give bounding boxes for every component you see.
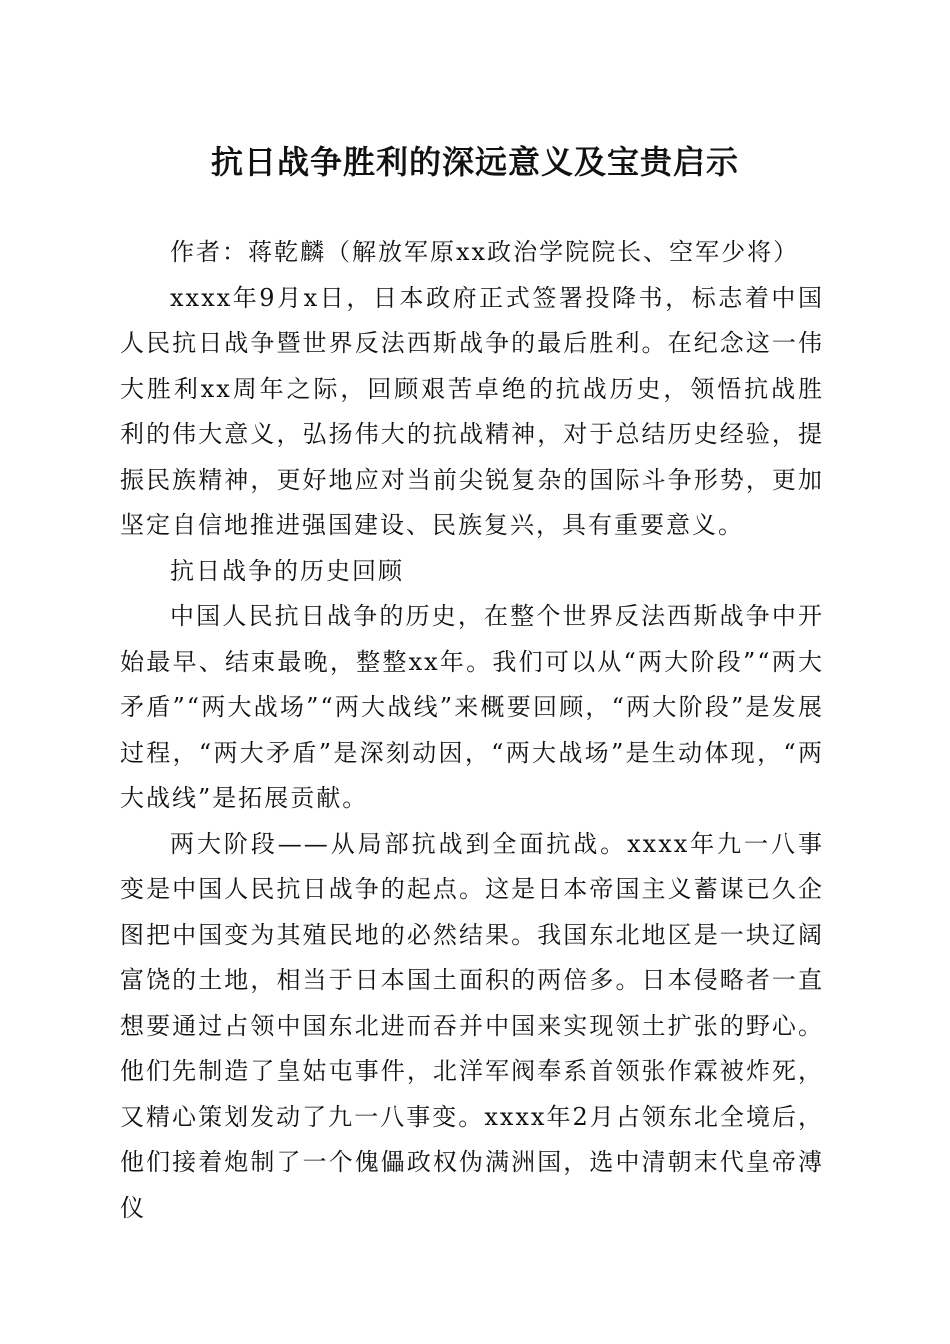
paragraph: 两大阶段——从局部抗战到全面抗战。xxxx年九一八事变是中国人民抗日战争的起点。这是日本帝国主义蓄谋已久企图把中国变为其殖民地的必然结果。我国东北地区是一块辽阔富饶的土地，相当于日本国土面积的两倍多。日本侵略者一直想要通过占领中国东北进而吞并中国来实现领土扩张的野心。他们先制造了皇姑屯事件，北洋军阀奉系首领张作霖被炸死，又精心策划发动了九一八事变。xxxx年2月占领东北全境后，他们接着炮制了一个傀儡政权伪满洲国，选中清朝末代皇帝溥仪 (120, 829, 824, 1222)
paragraph: 中国人民抗日战争的历史，在整个世界反法西斯战争中开始最早、结束最晚，整整xx年。我们可以从“两大阶段”“两大矛盾”“两大战场”“两大战线”来概要回顾，“两大阶段”是发展过程，“两大矛盾”是深刻动因，“两大战场”是生动体现，“两大战线”是拓展贡献。 (120, 602, 824, 812)
section-heading: 抗日战争的历史回顾 (170, 556, 404, 585)
document-body (120, 230, 824, 1231)
author-line: 作者：蒋乾麟（解放军原xx政治学院院长、空军少将） (170, 238, 800, 266)
document-title: 抗日战争胜利的深远意义及宝贵启示 (210, 143, 739, 181)
paragraph: xxxx年9月x日，日本政府正式签署投降书，标志着中国人民抗日战争暨世界反法西斯战争的最后胜利。在纪念这一伟大胜利xx周年之际，回顾艰苦卓绝的抗战历史，领悟抗战胜利的伟大意义，弘扬伟大的抗战精神，对于总结历史经验，提振民族精神，更好地应对当前尖锐复杂的国际斗争形势，更加坚定自信地推进强国建设、民族复兴，具有重要意义。 (120, 283, 824, 539)
